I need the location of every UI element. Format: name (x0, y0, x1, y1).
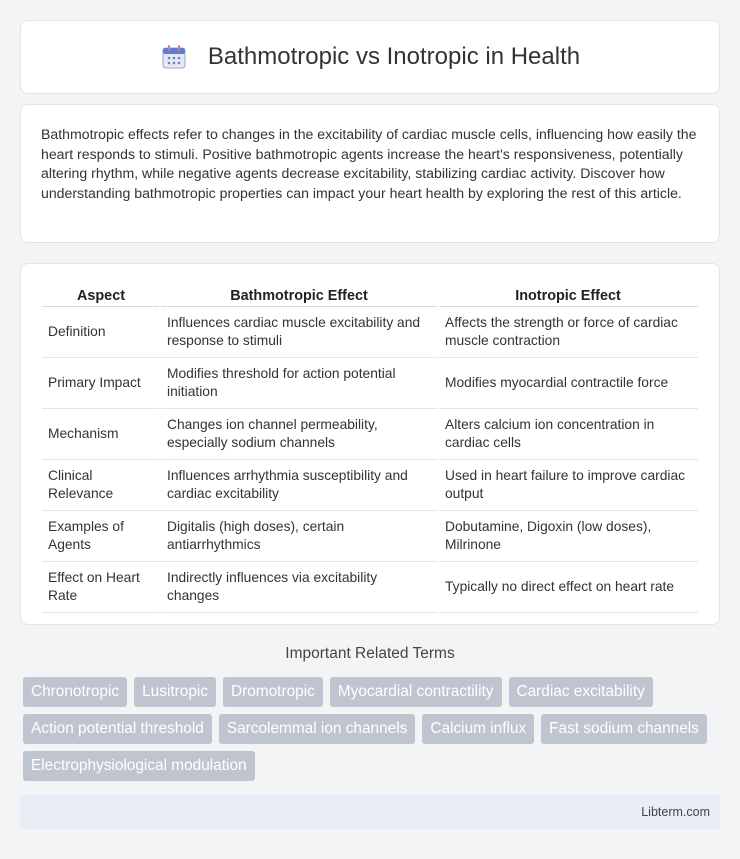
intro-paragraph: Bathmotropic effects refer to changes in the excitability of cardiac muscle cells, influencing how easily the heart responds to stimuli. Positive bathmotropic agents increase the heart's responsiveness, potentially altering rhythm, while negative agents decrease excitability, stabilizing cardiac activity. Discover how understanding bathmotropic properties can impact your heart health by exploring the rest of this article. (41, 126, 697, 201)
related-term-tag[interactable]: Chronotropic (23, 677, 127, 707)
header-card (20, 20, 720, 94)
table-cell-bathmotropic: Influences arrhythmia susceptibility and cardiac excitability (160, 460, 438, 511)
table-cell-inotropic: Affects the strength or force of cardiac muscle contraction (438, 307, 698, 358)
table-cell-bathmotropic: Indirectly influences via excitability changes (160, 562, 438, 613)
table-cell-aspect: Primary Impact (42, 358, 160, 409)
table-cell-inotropic: Dobutamine, Digoxin (low doses), Milrinone (438, 511, 698, 562)
comparison-table (42, 284, 698, 613)
table-cell-inotropic: Used in heart failure to improve cardiac output (438, 460, 698, 511)
related-term-tag[interactable]: Dromotropic (223, 677, 323, 707)
related-term-tag[interactable]: Lusitropic (134, 677, 216, 707)
table-cell-aspect: Effect on Heart Rate (42, 562, 160, 613)
table-row (42, 460, 698, 511)
table-cell-bathmotropic: Digitalis (high doses), certain antiarrhythmics (160, 511, 438, 562)
title-wrap (160, 43, 580, 71)
table-cell-aspect: Definition (42, 307, 160, 358)
table-row (42, 358, 698, 409)
table-cell-inotropic: Typically no direct effect on heart rate (438, 562, 698, 613)
table-header-row (42, 284, 698, 307)
footer (20, 795, 720, 829)
table-row (42, 409, 698, 460)
table-cell-inotropic: Modifies myocardial contractile force (438, 358, 698, 409)
table-cell-bathmotropic: Modifies threshold for action potential initiation (160, 358, 438, 409)
table-cell-aspect: Clinical Relevance (42, 460, 160, 511)
table-row (42, 562, 698, 613)
column-header-inotropic: Inotropic Effect (438, 284, 698, 307)
footer-site-link[interactable]: Libterm.com (641, 805, 710, 819)
table-cell-inotropic: Alters calcium ion concentration in cardiac cells (438, 409, 698, 460)
related-term-tag[interactable]: Fast sodium channels (541, 714, 707, 744)
page-title: Bathmotropic vs Inotropic in Health (207, 43, 581, 70)
related-term-tag[interactable]: Myocardial contractility (330, 677, 502, 707)
related-terms-title: Important Related Terms (285, 645, 455, 662)
column-header-aspect: Aspect (42, 284, 160, 307)
related-term-tag[interactable]: Electrophysiological modulation (23, 751, 255, 781)
related-term-tag[interactable]: Cardiac excitability (509, 677, 653, 707)
table-cell-aspect: Mechanism (42, 409, 160, 460)
table-cell-bathmotropic: Influences cardiac muscle excitability and response to stimuli (160, 307, 438, 358)
related-term-tag[interactable]: Sarcolemmal ion channels (219, 714, 416, 744)
table-row (42, 511, 698, 562)
column-header-bathmotropic: Bathmotropic Effect (160, 284, 438, 307)
table-row (42, 307, 698, 358)
intro-card (20, 104, 720, 243)
calendar-icon (160, 43, 188, 71)
comparison-table-card (20, 263, 720, 625)
related-term-tag[interactable]: Calcium influx (422, 714, 534, 744)
table-cell-bathmotropic: Changes ion channel permeability, especially sodium channels (160, 409, 438, 460)
related-term-tag[interactable]: Action potential threshold (23, 714, 212, 744)
table-cell-aspect: Examples of Agents (42, 511, 160, 562)
related-terms-list (23, 677, 723, 781)
